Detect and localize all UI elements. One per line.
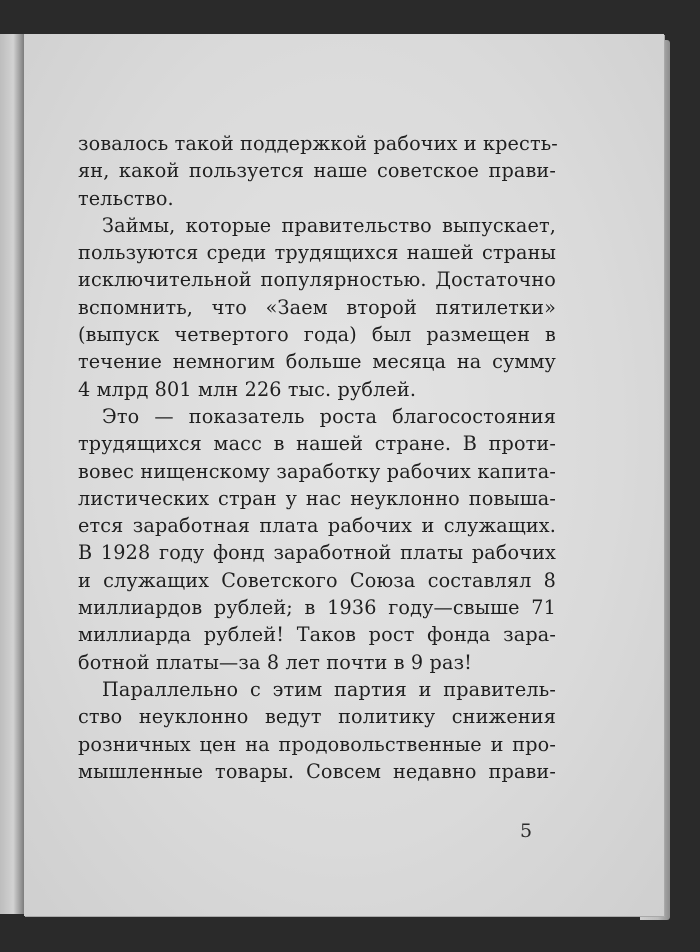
text-line: ется заработная плата рабочих и служащих.	[78, 514, 556, 538]
page-number: 5	[520, 820, 533, 842]
text-line: миллиарда рублей! Таков рост фонда зара-	[78, 623, 556, 647]
text-line: розничных цен на продовольственные и про-	[78, 732, 556, 756]
text-line: ботной платы—за 8 лет почти в 9 раз!	[78, 650, 473, 674]
text-line: ство неуклонно ведут политику снижения	[78, 705, 556, 729]
text-line: мышленные товары. Совсем недавно прави-	[78, 759, 556, 783]
text-line: Займы, которые правительство выпускает,	[102, 213, 556, 237]
text-line: 4 млрд 801 млн 226 тыс. рублей.	[78, 377, 417, 401]
text-line: течение немногим больше месяца на сумму	[78, 350, 556, 374]
text-line: и служащих Советского Союза составлял 8	[78, 568, 556, 592]
text-line: зовалось такой поддержкой рабочих и кресть-	[78, 132, 558, 155]
text-line: трудящихся масс в нашей стране. В проти-	[78, 432, 556, 456]
text-line: ян, какой пользуется наше советское прави-	[78, 159, 556, 183]
text-line: Параллельно с этим партия и правитель-	[102, 677, 556, 701]
text-line: миллиардов рублей; в 1936 году—свыше 71	[78, 596, 556, 620]
text-line: В 1928 году фонд заработной платы рабочих	[78, 541, 556, 565]
text-line: (выпуск четвертого года) был размещен в	[78, 323, 556, 347]
text-line: вовес нищенскому заработку рабочих капита-	[78, 459, 556, 483]
left-page-edge	[0, 34, 24, 914]
text-line: исключительной популярностью. Достаточно	[78, 268, 556, 292]
text-line: листических стран у нас неуклонно повыша-	[78, 486, 556, 510]
page-text	[78, 130, 556, 785]
text-line: тельство.	[78, 186, 174, 210]
text-line: пользуются среди трудящихся нашей страны	[78, 241, 556, 265]
book-page	[24, 34, 664, 916]
text-line: вспомнить, что «Заем второй пятилетки»	[78, 295, 556, 319]
text-line: Это — показатель роста благосостояния	[102, 404, 556, 428]
